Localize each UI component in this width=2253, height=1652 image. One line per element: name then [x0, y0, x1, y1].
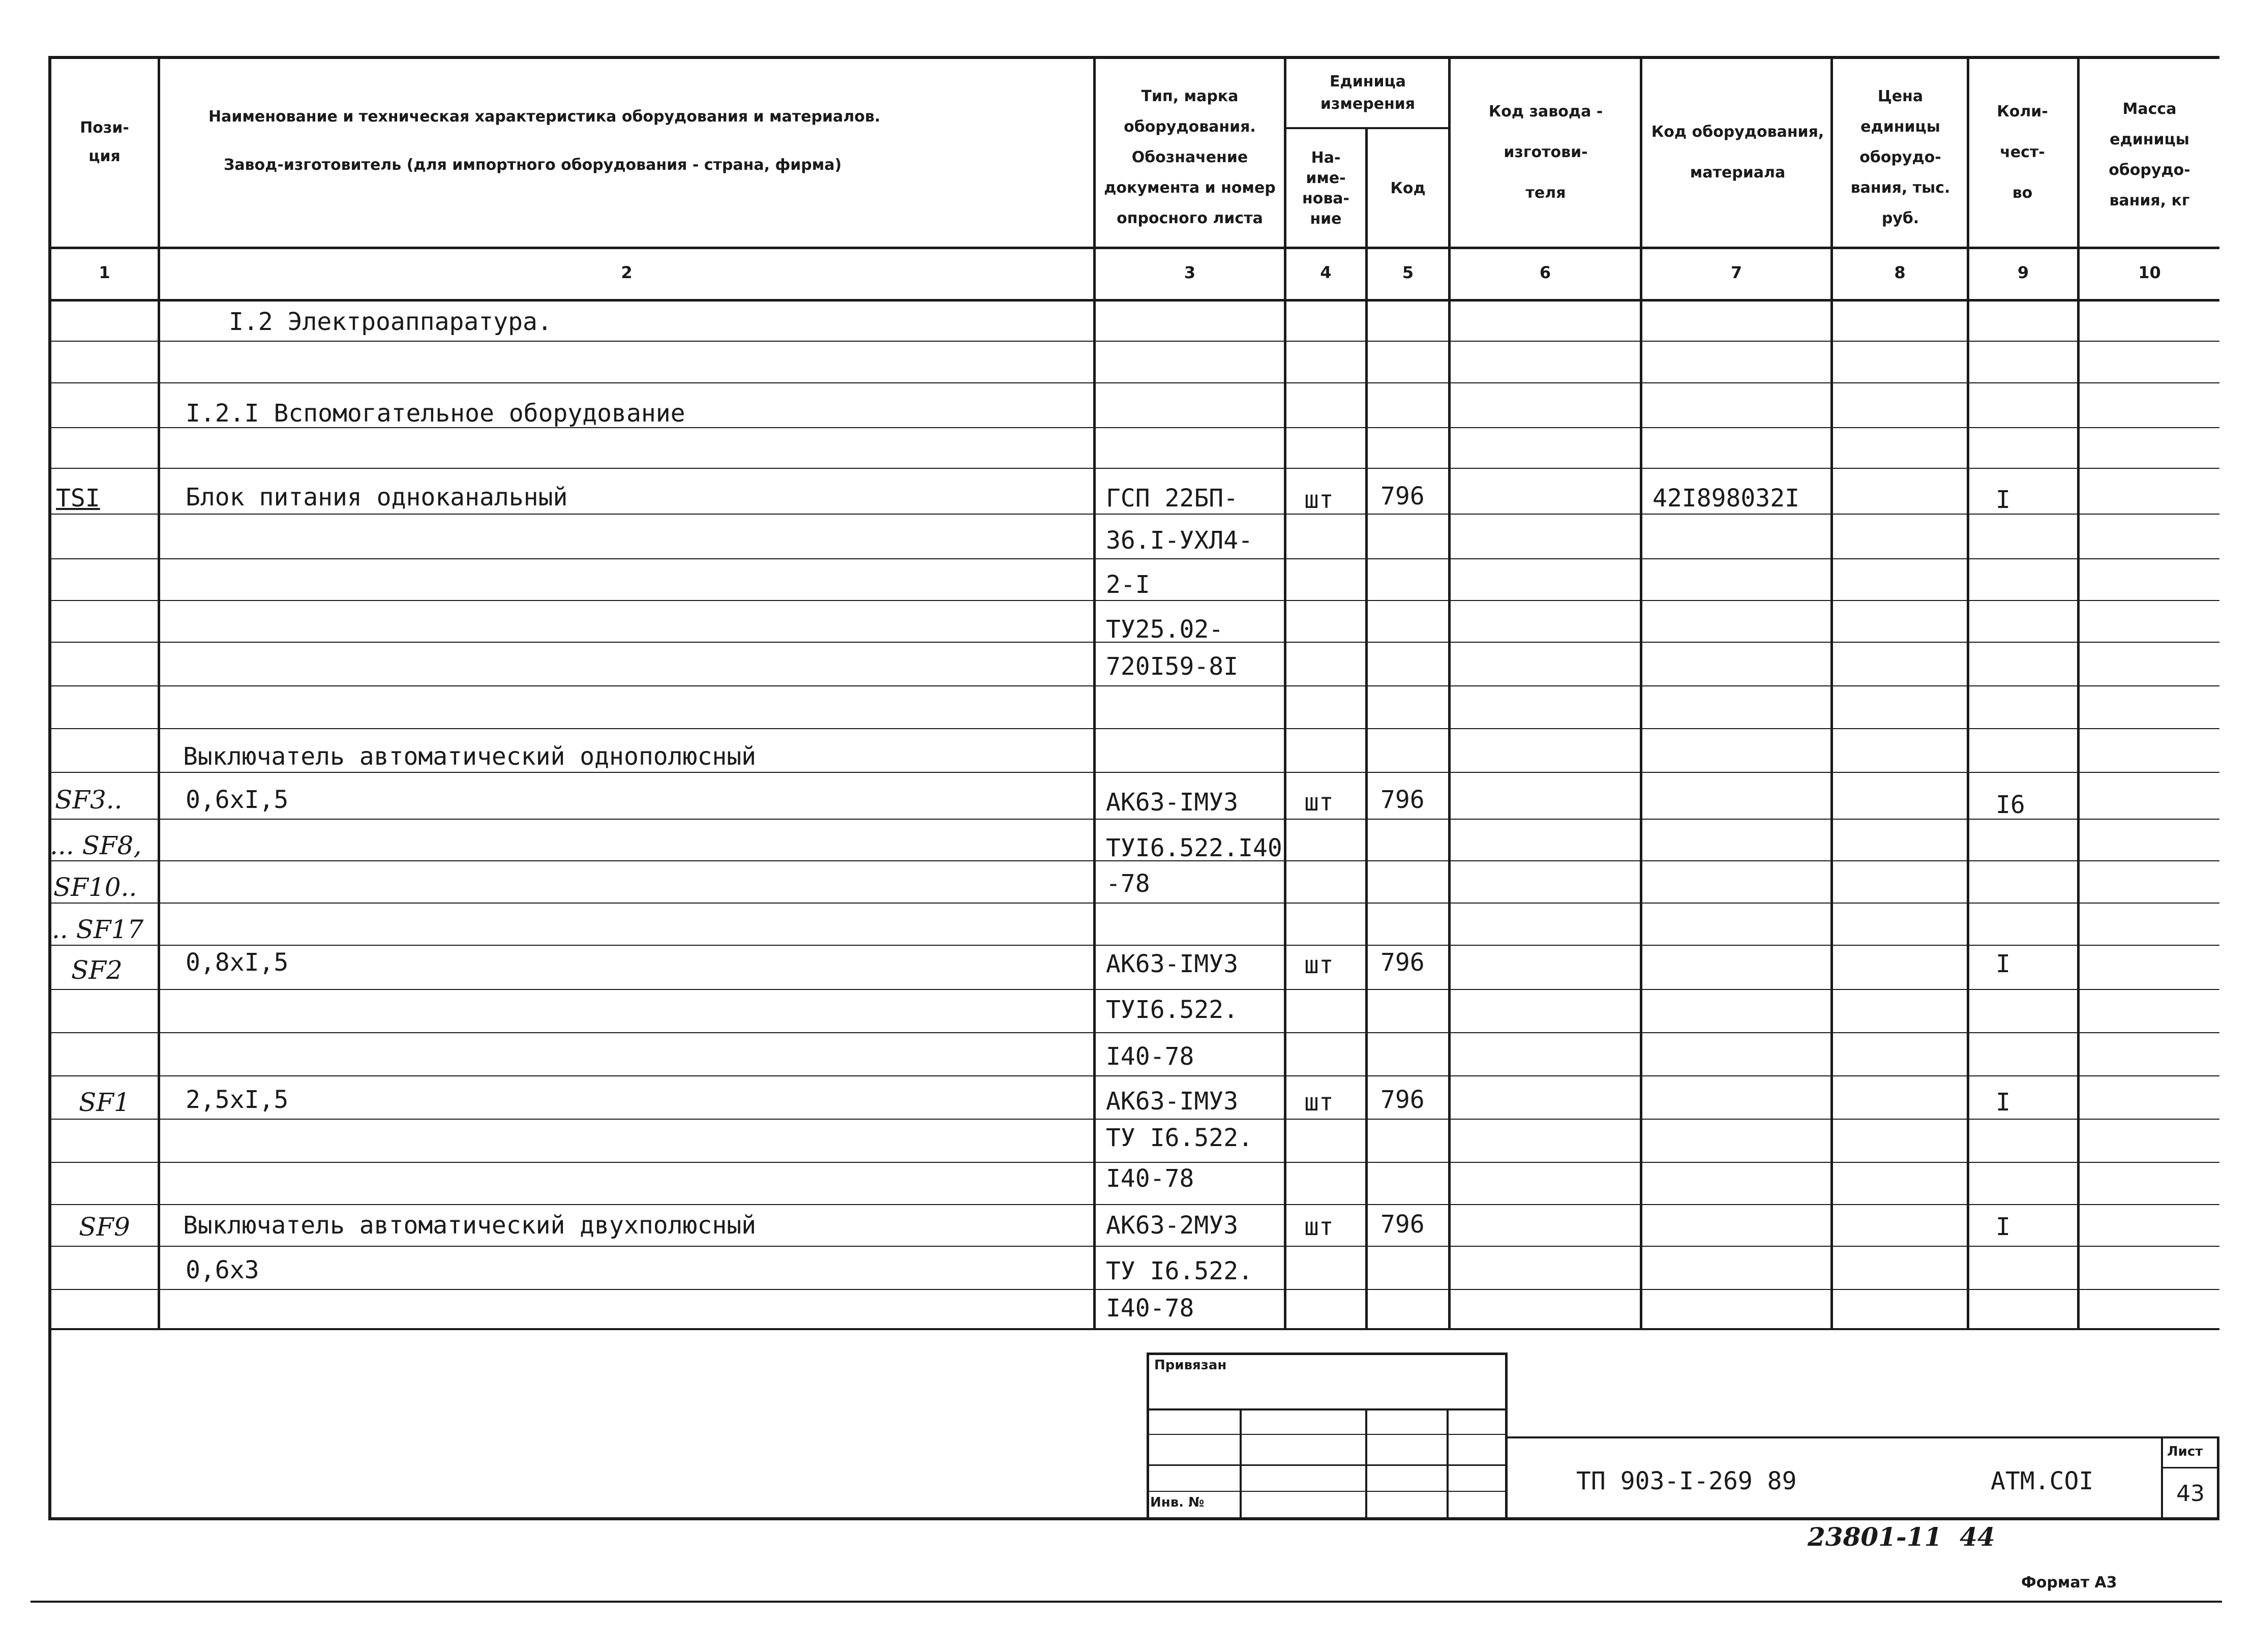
sf3-quantity: I6 [1996, 791, 2025, 819]
frame-right-stamp [2217, 1436, 2219, 1520]
frame-bottom [48, 1517, 2219, 1520]
col-number-6: 6 [1539, 263, 1551, 282]
sf9-type-2: ТУ I6.522. [1106, 1257, 1253, 1285]
sf2-type-2: ТУI6.522. [1106, 996, 1239, 1024]
outer-bottom-rule [31, 1601, 2222, 1603]
col-line-7 [1830, 56, 1833, 1330]
sf3-type-1: АК63-IМУЗ [1106, 788, 1239, 817]
row-line [48, 1075, 2219, 1076]
section-title-1-2-1: I.2.I Вспомогательное оборудование [186, 399, 685, 428]
sf3-position-1: SF3.. [55, 785, 123, 815]
row-line [48, 1289, 2219, 1290]
header-price: Цена единицы оборудо- вания, тыс. руб. [1850, 87, 1950, 227]
unit-sub-line [1284, 127, 1449, 129]
sheet-cell-left [2161, 1436, 2163, 1520]
stamp-privyazan: Привязан [1154, 1358, 1227, 1373]
sf2-unit: шт [1304, 951, 1334, 979]
sf1-name: 2,5xI,5 [186, 1086, 289, 1114]
col-line-8 [1967, 56, 1969, 1330]
col-line-9 [2077, 56, 2080, 1330]
col-line-6 [1640, 56, 1642, 1330]
row-line [48, 989, 2219, 990]
sf2-position: SF2 [71, 955, 123, 985]
stamp-box-left [1147, 1353, 1149, 1520]
sf1-quantity: I [1996, 1088, 2010, 1117]
header-unit-code: Код [1390, 179, 1426, 197]
row-line [48, 468, 2219, 469]
row-line [48, 772, 2219, 773]
handwritten-archive-number: 23801-11 44 [1808, 1522, 1995, 1552]
row-line [48, 382, 2219, 383]
row-line [48, 903, 2219, 904]
stamp-box-v2 [1365, 1409, 1367, 1520]
tsi-name: Блок питания одноканальный [186, 483, 568, 512]
row-line [48, 514, 2219, 515]
row-line [48, 341, 2219, 342]
sf3-position-3: SF10.. [53, 873, 137, 902]
row-line [48, 819, 2219, 820]
header-position: Пози- ция [80, 119, 129, 165]
sf3-name: 0,6xI,5 [186, 786, 289, 814]
stamp-box-line-2 [1147, 1434, 1508, 1435]
tsi-type-5: 720I59-8I [1106, 652, 1239, 681]
sf3-unit: шт [1304, 788, 1334, 817]
row-line [48, 945, 2219, 946]
row-line [48, 1246, 2219, 1247]
header-name-line2: Завод-изготовитель (для импортного оборудования - страна, фирма) [224, 156, 842, 174]
header-type: Тип, марка оборудования. Обозначение документа и номер опросного листа [1104, 87, 1276, 227]
row-line [48, 1162, 2219, 1163]
header-name-line1: Наименование и техническая характеристика оборудования и материалов. [208, 108, 881, 126]
sf9-quantity: I [1996, 1213, 2010, 1241]
sf1-type-3: I40-78 [1106, 1164, 1194, 1193]
col-line-3 [1284, 56, 1286, 1330]
sf9-type-1: АК63-2МУЗ [1106, 1211, 1239, 1240]
col-number-5: 5 [1402, 263, 1414, 282]
header-factory-code: Код завода - изготови- теля [1488, 103, 1603, 202]
col-number-9: 9 [2017, 263, 2029, 282]
section-title-1-2: I.2 Электроаппаратура. [229, 308, 552, 336]
frame-top [48, 56, 2219, 59]
document-code: АТМ.СОI [1991, 1467, 2094, 1495]
sf2-type-3: I40-78 [1106, 1042, 1194, 1071]
header-unit-group: Единица измерения [1320, 72, 1416, 113]
row-line [48, 558, 2219, 559]
col-number-10: 10 [2138, 263, 2161, 282]
col-line-1 [158, 56, 160, 1330]
col-number-8: 8 [1894, 263, 1906, 282]
row-line [48, 600, 2219, 601]
breaker-single-title: Выключатель автоматический однополюсный [183, 742, 757, 771]
header-bottom-line [48, 247, 2219, 249]
sf2-type-1: АК63-IМУЗ [1106, 950, 1239, 978]
stamp-box-line-4 [1147, 1491, 1508, 1492]
sf3-type-2: ТУI6.522.I40 [1106, 834, 1282, 862]
tsi-type-2: 36.I-УХЛ4- [1106, 526, 1253, 555]
col-line-5 [1448, 56, 1451, 1330]
stamp-box-line-3 [1147, 1464, 1508, 1466]
header-mass: Масса единицы оборудо- вания, кг [2109, 100, 2190, 209]
sf2-unit-code: 796 [1380, 948, 1425, 977]
title-block-top [1505, 1436, 2219, 1438]
sf9-name: Выключатель автоматический двухполюсный [183, 1211, 757, 1240]
stamp-inv-number: Инв. № [1150, 1495, 1205, 1510]
col-number-4: 4 [1320, 263, 1332, 282]
tsi-type-4: ТУ25.02- [1106, 615, 1224, 644]
sf3-position-4: .. SF17 [52, 915, 144, 944]
stamp-box-line-1 [1147, 1408, 1508, 1410]
tsi-position: TSI [56, 484, 100, 513]
sf1-unit: шт [1304, 1088, 1334, 1117]
row-line [48, 685, 2219, 686]
sf1-position: SF1 [79, 1088, 130, 1117]
header-equipment-code: Код оборудования, материала [1651, 123, 1824, 182]
tsi-equipment-code: 42I898032I [1653, 484, 1799, 513]
sf9-unit: шт [1304, 1213, 1334, 1241]
sheet-label: Лист [2167, 1444, 2203, 1459]
tsi-type-3: 2-I [1106, 570, 1150, 599]
sf1-type-1: АК63-IМУЗ [1106, 1087, 1239, 1116]
sf3-position-2: ... SF8, [50, 831, 142, 860]
sf2-name: 0,8xI,5 [186, 948, 289, 977]
stamp-box-v3 [1447, 1409, 1449, 1520]
row-line [48, 1204, 2219, 1205]
stamp-box-top [1147, 1353, 1508, 1355]
header-quantity: Коли- чест- во [1997, 103, 2048, 202]
tsi-type-1: ГСП 22БП- [1106, 484, 1239, 513]
tsi-unit: шт [1304, 486, 1334, 514]
sheet-cell-divider [2161, 1467, 2219, 1468]
col-line-2 [1093, 56, 1096, 1330]
sf9-unit-code: 796 [1380, 1210, 1425, 1239]
table-bottom-line [48, 1328, 2219, 1330]
col-number-2: 2 [621, 263, 633, 282]
document-number: ТП 903-I-269 89 [1576, 1467, 1797, 1495]
col-number-1: 1 [99, 263, 110, 282]
header-unit-name: На- име- нова- ние [1302, 148, 1350, 228]
row-line [48, 1119, 2219, 1120]
sf9-type-3: I40-78 [1106, 1294, 1194, 1323]
number-row-line [48, 299, 2219, 302]
row-line [48, 728, 2219, 729]
sf1-unit-code: 796 [1380, 1086, 1425, 1114]
sheet-number: 43 [2176, 1481, 2205, 1507]
stamp-box-v1 [1240, 1409, 1242, 1520]
row-line [48, 1032, 2219, 1033]
sf1-type-2: ТУ I6.522. [1106, 1124, 1253, 1152]
sf3-unit-code: 796 [1380, 786, 1425, 814]
format-label: Формат А3 [2021, 1574, 2117, 1591]
col-number-7: 7 [1730, 263, 1743, 282]
sf9-name-2: 0,6x3 [186, 1256, 259, 1284]
sf3-type-3: -78 [1106, 869, 1150, 898]
sf2-quantity: I [1996, 950, 2010, 978]
tsi-unit-code: 796 [1380, 482, 1425, 510]
tsi-quantity: I [1996, 486, 2010, 514]
col-number-3: 3 [1184, 263, 1196, 282]
sf9-position: SF9 [79, 1212, 130, 1242]
